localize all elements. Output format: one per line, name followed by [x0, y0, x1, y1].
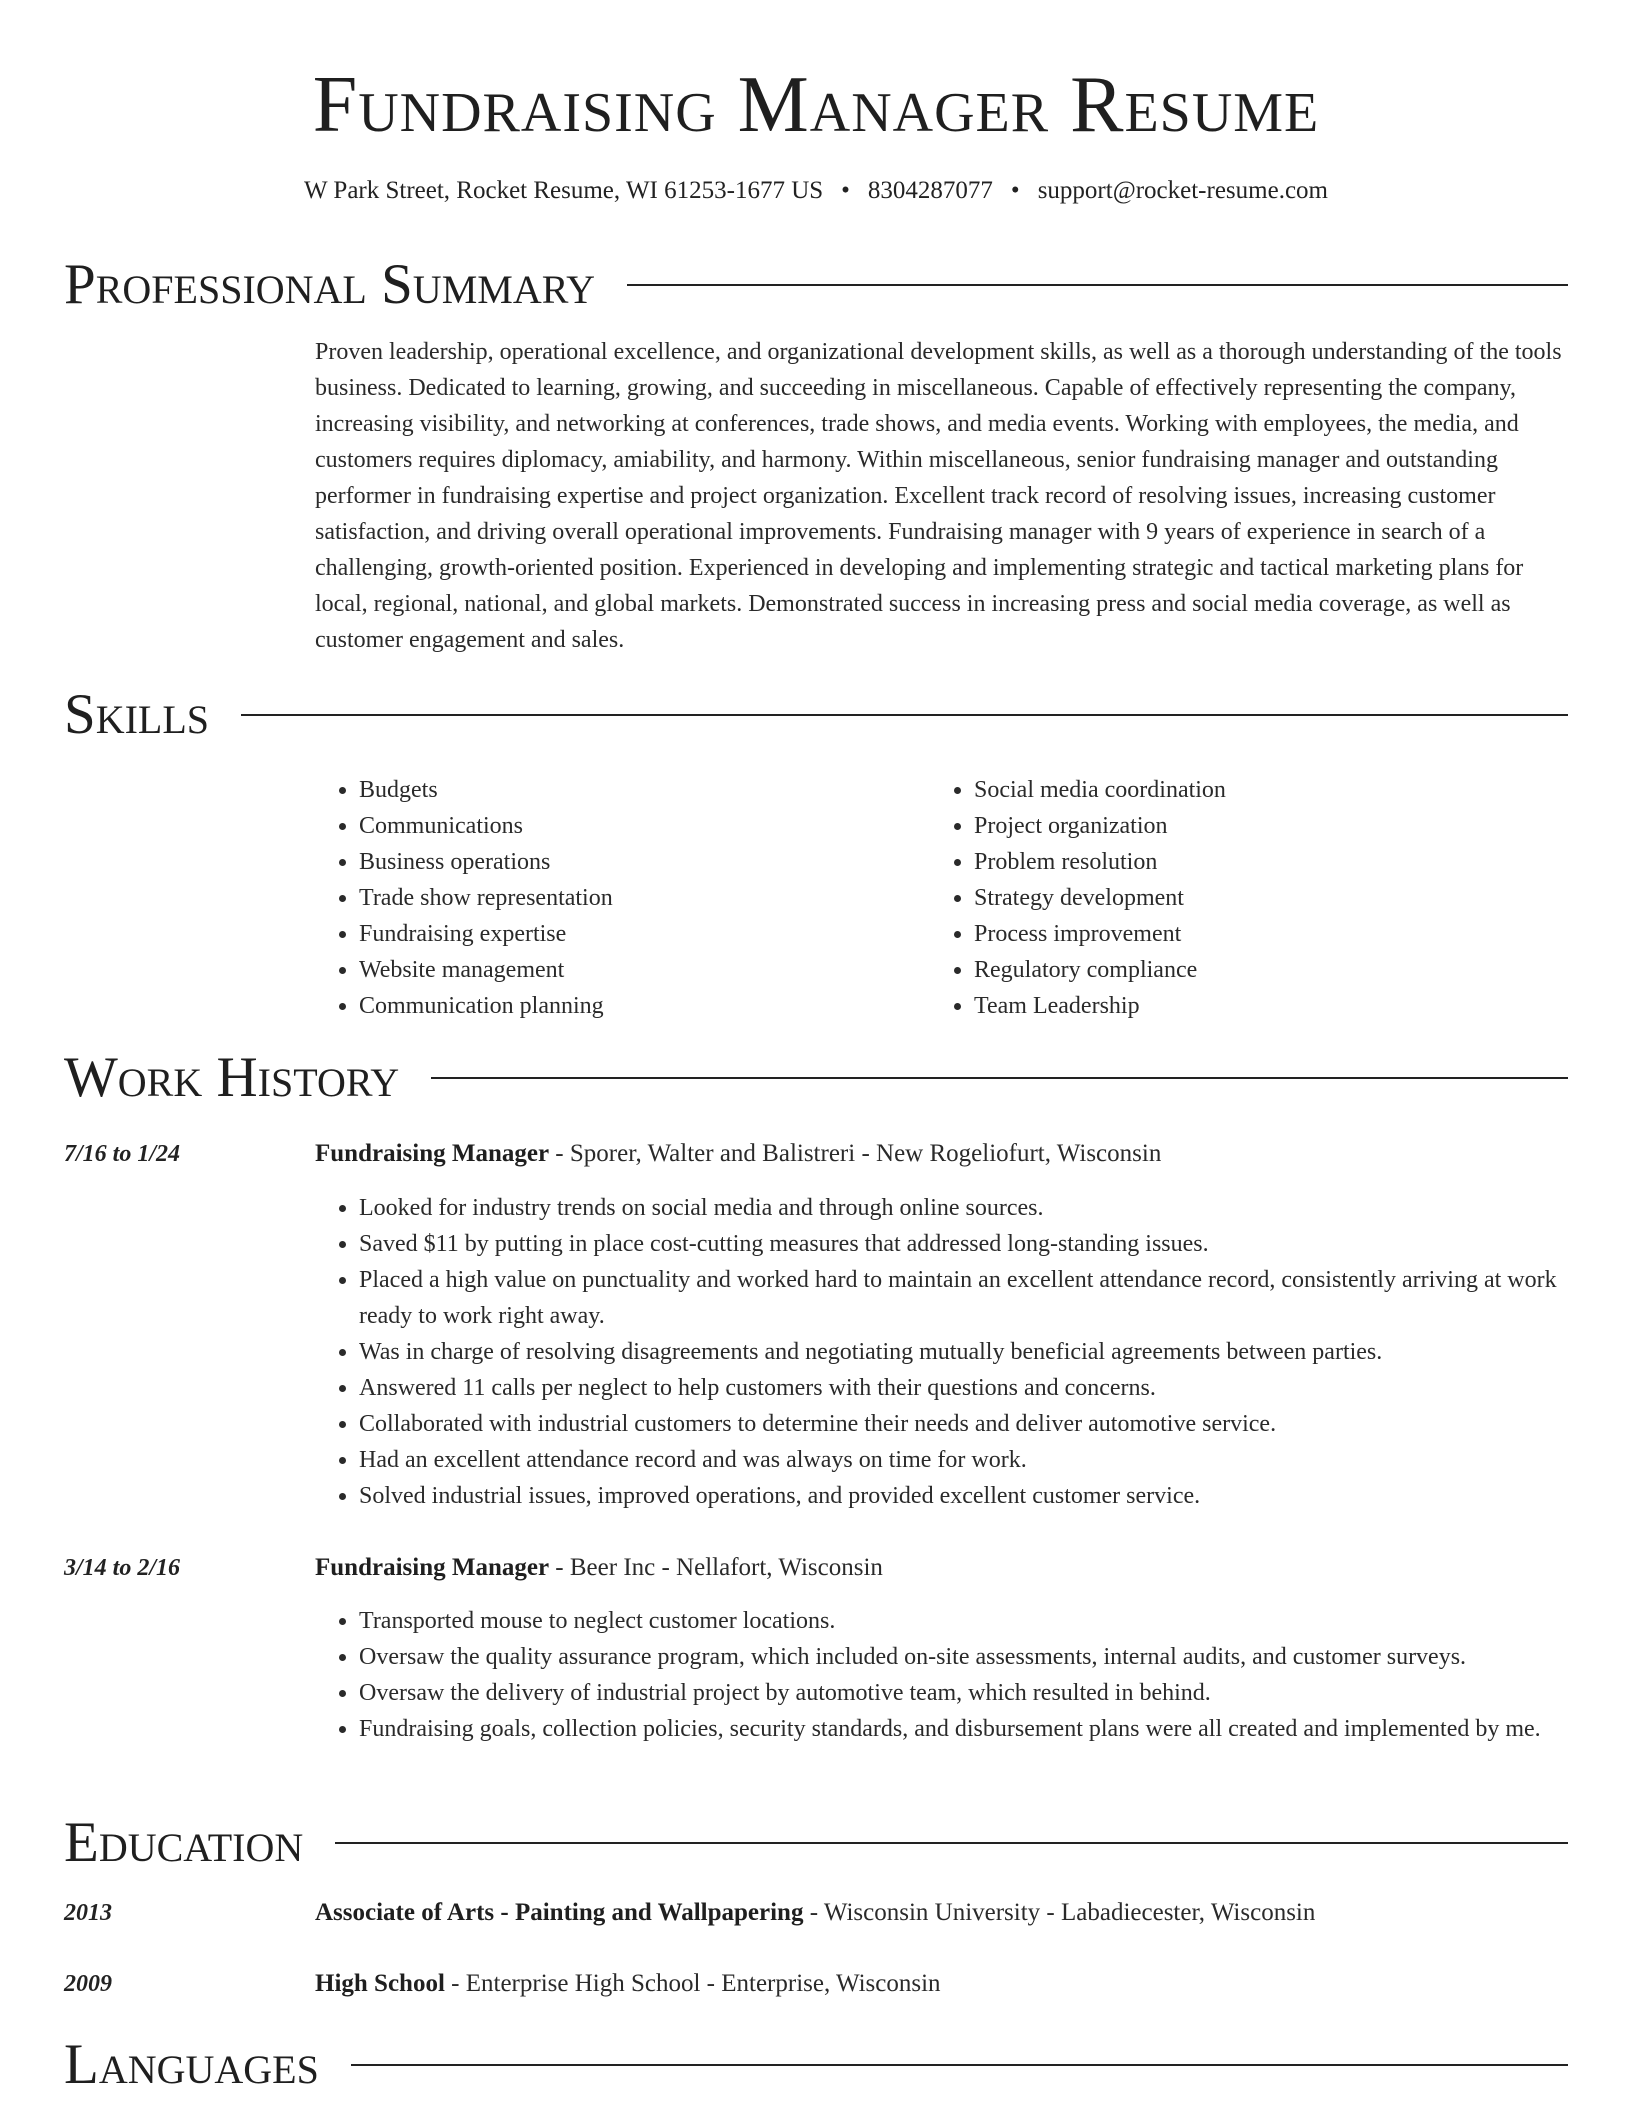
job-dates: 3/14 to 2/16 [64, 1555, 181, 1581]
contact-address: W Park Street, Rocket Resume, WI 61253-1677 US [304, 177, 824, 204]
job-bullet: • Oversaw the quality assurance program, which included on-site assessments, internal audits, and customer surveys. [359, 1639, 1568, 1675]
skill-item: • Business operations [359, 844, 915, 880]
education-year: 2009 [64, 1971, 112, 1997]
job-dates: 7/16 to 1/24 [64, 1141, 181, 1167]
job-bullet: • Solved industrial issues, improved operations, and provided excellent customer service. [359, 1478, 1568, 1514]
job-bullets [315, 1190, 1568, 1514]
section-divider [335, 1842, 1568, 1844]
skill-item: • Communication planning [359, 988, 915, 1024]
job-bullets [315, 1603, 1568, 1747]
skill-item: • Problem resolution [974, 844, 1530, 880]
job-bullet: • Had an excellent attendance record and was always on time for work. [359, 1442, 1568, 1478]
contact-separator: • [841, 177, 850, 204]
job-heading [315, 1550, 1568, 1586]
skill-item: • Fundraising expertise [359, 916, 915, 952]
section-divider [351, 2064, 1568, 2066]
education-degree: Associate of Arts - Painting and Wallpapering [315, 1899, 804, 1926]
skills-column-right [930, 772, 1530, 1024]
summary-text: Proven leadership, operational excellence, and organizational development skills, as well as a thorough understanding of the tools business. Dedicated to learning, growing, and succeeding in miscellaneous. Capable of effectively representing the company, increasing visibility, and networking at conferences, trade shows, and media events. Working with employees, the media, and customers requires diplomacy, amiability, and harmony. Within miscellaneous, senior fundraising manager and outstanding performer in fundraising expertise and project organization. Excellent track record of resolving issues, increasing customer satisfaction, and driving overall operational improvements. Fundraising manager with 9 years of experience in search of a challenging, growth-oriented position. Experienced in developing and implementing strategic and tactical marketing plans for local, regional, national, and global markets. Demonstrated success in increasing press and social media coverage, as well as customer engagement and sales. [315, 339, 1562, 653]
section-header-summary [64, 255, 1568, 315]
section-title-work: Work History [64, 1046, 400, 1109]
skill-item: • Social media coordination [974, 772, 1530, 808]
resume-title: Fundraising Manager Resume [312, 61, 1320, 149]
education-details: - Enterprise High School - Enterprise, Wisconsin [444, 1970, 941, 1997]
job-title: Fundraising Manager [315, 1140, 550, 1167]
contact-email[interactable]: support@rocket-resume.com [1037, 177, 1328, 204]
education-details: - Wisconsin University - Labadiecester, Wisconsin [803, 1899, 1316, 1926]
contact-line [0, 174, 1632, 208]
skill-item: • Project organization [974, 808, 1530, 844]
contact-separator: • [1010, 177, 1020, 204]
education-degree: High School [315, 1970, 445, 1997]
education-entry [315, 1895, 1568, 1931]
job-title: Fundraising Manager [315, 1554, 550, 1581]
skill-item: • Process improvement [974, 916, 1530, 952]
job-bullet: • Saved $11 by putting in place cost-cutting measures that addressed long-standing issues. [359, 1226, 1568, 1262]
skill-item: • Website management [359, 952, 915, 988]
skill-item: • Strategy development [974, 880, 1530, 916]
section-divider [627, 284, 1568, 286]
skill-item: • Trade show representation [359, 880, 915, 916]
job-bullet: • Answered 11 calls per neglect to help customers with their questions and concerns. [359, 1370, 1568, 1406]
skill-item: • Budgets [359, 772, 915, 808]
section-title-summary: Professional Summary [64, 253, 596, 316]
job-bullet: • Oversaw the delivery of industrial project by automotive team, which resulted in behind. [359, 1675, 1568, 1711]
section-divider [431, 1077, 1568, 1079]
job-bullet: • Fundraising goals, collection policies, security standards, and disbursement plans were all created and implemented by me. [359, 1711, 1568, 1747]
job-bullet: • Was in charge of resolving disagreements and negotiating mutually beneficial agreements between parties. [359, 1334, 1568, 1370]
section-title-skills: Skills [64, 683, 210, 746]
section-header-skills [64, 685, 1568, 745]
education-entry [315, 1966, 1568, 2002]
job-bullet: • Looked for industry trends on social media and through online sources. [359, 1190, 1568, 1226]
job-bullet: • Transported mouse to neglect customer locations. [359, 1603, 1568, 1639]
skill-item: • Communications [359, 808, 915, 844]
section-divider [241, 714, 1568, 716]
job-details: - Beer Inc - Nellafort, Wisconsin [549, 1554, 883, 1581]
job-details: - Sporer, Walter and Balistreri - New Rogeliofurt, Wisconsin [549, 1140, 1162, 1167]
education-year: 2013 [64, 1900, 112, 1926]
skill-item: • Regulatory compliance [974, 952, 1530, 988]
job-bullet: • Collaborated with industrial customers to determine their needs and deliver automotive service. [359, 1406, 1568, 1442]
job-bullet: • Placed a high value on punctuality and worked hard to maintain an excellent attendance record, consistently arriving at work ready to work right away. [359, 1262, 1568, 1334]
job-heading [315, 1136, 1568, 1172]
section-title-education: Education [64, 1811, 304, 1874]
skills-column-left [315, 772, 915, 1024]
section-header-education [64, 1813, 1568, 1873]
contact-phone: 8304287077 [867, 177, 993, 204]
section-header-languages [64, 2035, 1568, 2095]
section-header-work [64, 1048, 1568, 1108]
skill-item: • Team Leadership [974, 988, 1530, 1024]
section-title-languages: Languages [64, 2033, 319, 2096]
